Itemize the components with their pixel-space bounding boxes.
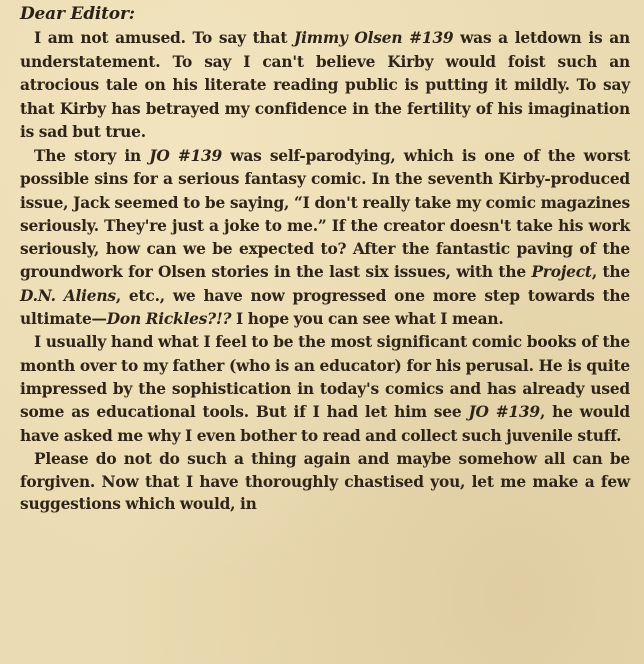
p3-text-1: I usually hand what I feel to be the most significant comic books of the month over to my father (who is an educator) for his perusal. He is quite impressed by the sophistication in today's comics and has already used some as educational tools. But if I had let him see xyxy=(20,333,630,422)
p4-text-1: Please do not do such a thing again and maybe somehow all can be forgiven. Now that I have thoroughly chastised you, let me make a few suggestions which would, in xyxy=(20,449,630,514)
salutation: Dear Editor: xyxy=(20,4,135,24)
paragraph-4 xyxy=(20,448,630,516)
paragraph-2 xyxy=(20,145,630,331)
p2-title-4: Don Rickles?!? xyxy=(106,310,232,329)
paragraph-3 xyxy=(20,331,630,447)
p3-text-2: , he would have asked me why I even bother to read and collect such juvenile stuff. xyxy=(20,403,630,445)
p2-text-4: , etc., we have now progressed one more step towards the ultimate— xyxy=(20,286,630,329)
p2-title-2: Project xyxy=(531,263,592,282)
p3-title-1: JO #139 xyxy=(468,403,540,422)
p2-title-3: D.N. Aliens xyxy=(20,286,116,305)
p1-text-1: I am not amused. To say that xyxy=(34,29,295,47)
p2-text-5: I hope you can see what I mean. xyxy=(231,310,504,329)
p2-title-1: JO #139 xyxy=(149,146,223,165)
paragraph-1 xyxy=(20,27,630,145)
p2-text-2: was self-parodying, which is one of the worst possible sins for a serious fantasy comic. In the seventh Kirby-produced issue, Jack seemed to be saying, “I don't really take my comic magazines seriously. They're just a joke to me.” If the creator doesn't take his work seriously, how can we be expected to? After the fantastic paving of the groundwork for Olsen stories in the last six issues, with the xyxy=(20,146,631,282)
p1-text-2: was a letdown is an understatement. To say I can't believe Kirby would foist such an atrocious tale on his literate reading public is putting it mildly. To say that Kirby has betrayed my confidence in the fertility of his imagination is sad but true. xyxy=(20,29,630,142)
p1-title-1: Jimmy Olsen #139 xyxy=(294,29,454,47)
p2-text-3: , the xyxy=(591,263,630,282)
p2-text-1: The story in xyxy=(34,146,150,165)
